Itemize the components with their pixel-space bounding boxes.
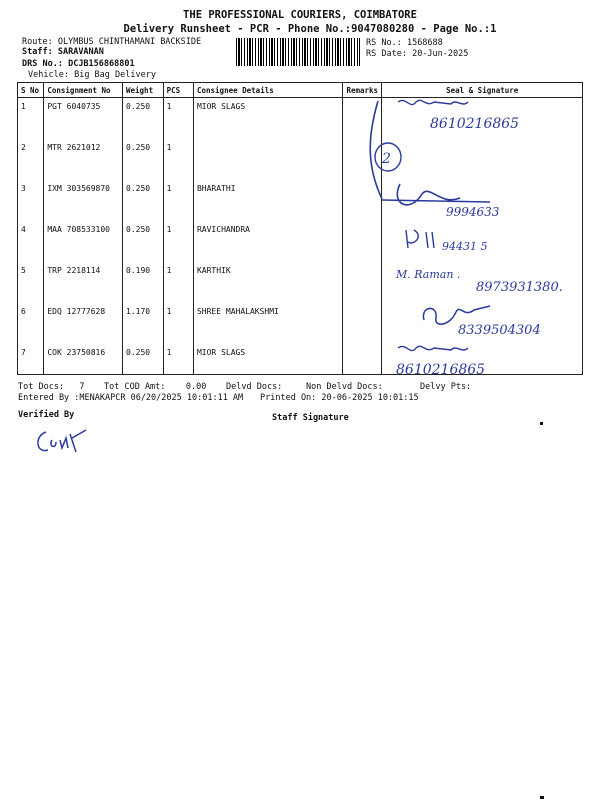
rs-date-value: 20-Jun-2025	[412, 49, 469, 59]
entered-by: Entered By :MENAKAPCR 06/20/2025 10:01:11 AM	[18, 393, 244, 403]
col-consignee: Consignee Details	[193, 83, 342, 98]
vehicle-value: Big Bag Delivery	[74, 70, 156, 80]
remark-circle-number: 2	[382, 151, 391, 167]
barcode	[236, 38, 360, 66]
cell-weight: 0.190	[123, 262, 164, 303]
drs-line	[22, 59, 135, 69]
cell-consignment: COK 23750816	[44, 344, 123, 375]
document-title: Delivery Runsheet - PCR - Phone No.:9047080280 - Page No.:1	[123, 23, 497, 35]
cell-consignment: TRP 2218114	[44, 262, 123, 303]
signature-row-3	[380, 180, 580, 226]
scan-dot	[540, 796, 544, 799]
cell-sno: 2	[18, 139, 44, 180]
verified-by-label: Verified By	[18, 410, 75, 420]
tot-cod	[104, 382, 206, 392]
cell-weight: 0.250	[123, 98, 164, 140]
cell-remarks	[343, 221, 382, 262]
phone-handwritten-5: 8973931380.	[476, 280, 563, 295]
cell-sno: 3	[18, 180, 44, 221]
printed-on: Printed On: 20-06-2025 10:01:15	[260, 393, 419, 403]
staff-value: SARAVANAN	[57, 47, 104, 57]
cell-consignee: KARTHIK	[193, 262, 342, 303]
staff-label: Staff:	[22, 47, 53, 57]
cell-pcs: 1	[163, 262, 193, 303]
cell-pcs: 1	[163, 303, 193, 344]
signature-row-4	[404, 224, 564, 260]
cell-sno: 1	[18, 98, 44, 140]
phone-handwritten-6: 8339504304	[458, 323, 541, 338]
rs-no-line	[366, 38, 443, 48]
cell-consignee: BHARATHI	[193, 180, 342, 221]
cell-pcs: 1	[163, 180, 193, 221]
cell-sno: 5	[18, 262, 44, 303]
scan-dot	[540, 422, 543, 425]
vehicle-line	[28, 70, 156, 80]
drs-label: DRS No.:	[22, 59, 63, 69]
tot-docs-value: 7	[79, 382, 85, 392]
route-value: OLYMBUS CHINTHAMANI BACKSIDE	[57, 37, 202, 47]
cell-remarks	[343, 303, 382, 344]
staff-signature-label: Staff Signature	[272, 413, 349, 423]
cell-consignment: IXM 303569870	[44, 180, 123, 221]
rs-no-label: RS No.:	[366, 38, 402, 48]
cell-consignee: SHREE MAHALAKSHMI	[193, 303, 342, 344]
company-name: THE PROFESSIONAL COURIERS, COIMBATORE	[183, 9, 417, 21]
rs-no-value: 1568688	[406, 38, 443, 48]
cell-signature	[382, 139, 583, 180]
cell-consignment: MTR 2621012	[44, 139, 123, 180]
verified-signature	[34, 426, 94, 466]
drs-value: DCJB156868801	[68, 59, 135, 69]
table-row	[18, 139, 583, 180]
cell-consignment: PGT 6040735	[44, 98, 123, 140]
non-delvd-docs: Non Delvd Docs:	[306, 382, 383, 392]
rs-date-label: RS Date:	[366, 49, 407, 59]
staff-line	[22, 47, 104, 57]
cell-weight: 0.250	[123, 180, 164, 221]
cell-sno: 4	[18, 221, 44, 262]
cell-pcs: 1	[163, 221, 193, 262]
cell-weight: 0.250	[123, 139, 164, 180]
col-pcs: PCS	[163, 83, 193, 98]
cell-weight: 1.170	[123, 303, 164, 344]
signature-row-6	[420, 298, 590, 344]
vehicle-label: Vehicle:	[28, 70, 69, 80]
route-label: Route:	[22, 37, 53, 47]
phone-handwritten-7: 8610216865	[396, 362, 486, 378]
cell-remarks	[343, 344, 382, 375]
tot-cod-value: 0.00	[185, 382, 207, 392]
route-line	[22, 37, 201, 47]
cell-consignment: EDQ 12777628	[44, 303, 123, 344]
cell-sno: 6	[18, 303, 44, 344]
cell-pcs: 1	[163, 139, 193, 180]
cell-weight: 0.250	[123, 344, 164, 375]
cell-consignment: MAA 708533100	[44, 221, 123, 262]
delvy-pts: Delvy Pts:	[420, 382, 472, 392]
col-consignment: Consignment No	[44, 83, 123, 98]
phone-handwritten-4: 94431 5	[442, 240, 488, 253]
signature-row-5	[396, 264, 596, 302]
cell-pcs: 1	[163, 344, 193, 375]
tot-docs-label: Tot Docs:	[18, 382, 65, 392]
cell-pcs: 1	[163, 98, 193, 140]
tot-docs	[18, 382, 85, 392]
signature-row-7	[396, 342, 566, 386]
rs-date-line	[366, 49, 468, 59]
col-signature: Seal & Signature	[382, 83, 583, 98]
name-handwritten-5: M. Raman .	[396, 268, 461, 281]
signature-row-1	[396, 96, 566, 140]
tot-cod-label: Tot COD Amt:	[104, 382, 166, 392]
col-sno: S No	[18, 83, 44, 98]
col-remarks: Remarks	[343, 83, 382, 98]
cell-weight: 0.250	[123, 221, 164, 262]
phone-handwritten-1: 8610216865	[430, 116, 520, 132]
cell-consignee: MIOR SLAGS	[193, 344, 342, 375]
col-weight: Weight	[123, 83, 164, 98]
cell-consignee: RAVICHANDRA	[193, 221, 342, 262]
cell-sno: 7	[18, 344, 44, 375]
phone-handwritten-3: 9994633	[446, 205, 500, 219]
cell-remarks	[343, 262, 382, 303]
cell-consignee: MIOR SLAGS	[193, 98, 342, 140]
cell-consignee	[193, 139, 342, 180]
delvd-docs: Delvd Docs:	[226, 382, 283, 392]
